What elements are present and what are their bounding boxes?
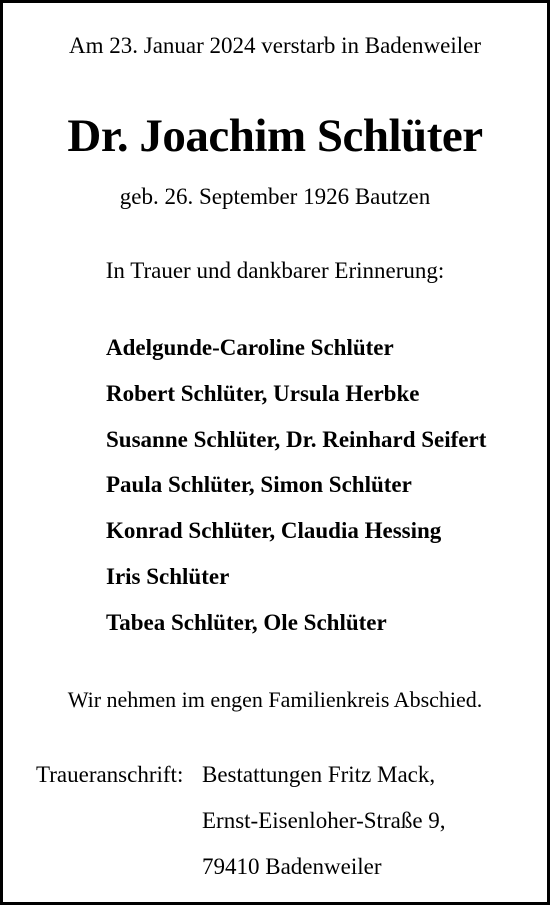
mourner-entry: Iris Schlüter [106,563,230,589]
death-announcement-line: Am 23. Januar 2024 verstarb in Badenweiler [69,33,481,58]
mourner-entry: Adelgunde-Caroline Schlüter [106,335,394,360]
mourner-entry: Robert Schlüter, Ursula Herbke [106,380,420,406]
mourning-address-label: Traueranschrift: [36,762,184,787]
mourner-entry: Paula Schlüter, Simon Schlüter [106,472,412,498]
address-line: Bestattungen Fritz Mack, [202,762,436,787]
mourners-list [106,336,486,657]
mourning-phrase: In Trauer und dankbarer Erinnerung: [105,258,445,283]
mourner-entry: Tabea Schlüter, Ole Schlüter [106,609,387,635]
mourner-entry: Konrad Schlüter, Claudia Hessing [106,518,442,544]
birth-info: geb. 26. September 1926 Bautzen [119,184,431,209]
address-line: Ernst-Eisenloher-Straße 9, [202,808,446,833]
farewell-note: Wir nehmen im engen Familienkreis Abschied. [67,687,483,712]
mourning-address [202,763,446,901]
address-line: 79410 Badenweiler [202,854,382,879]
mourner-entry: Susanne Schlüter, Dr. Reinhard Seifert [106,426,487,452]
deceased-name: Dr. Joachim Schlüter [67,110,483,162]
